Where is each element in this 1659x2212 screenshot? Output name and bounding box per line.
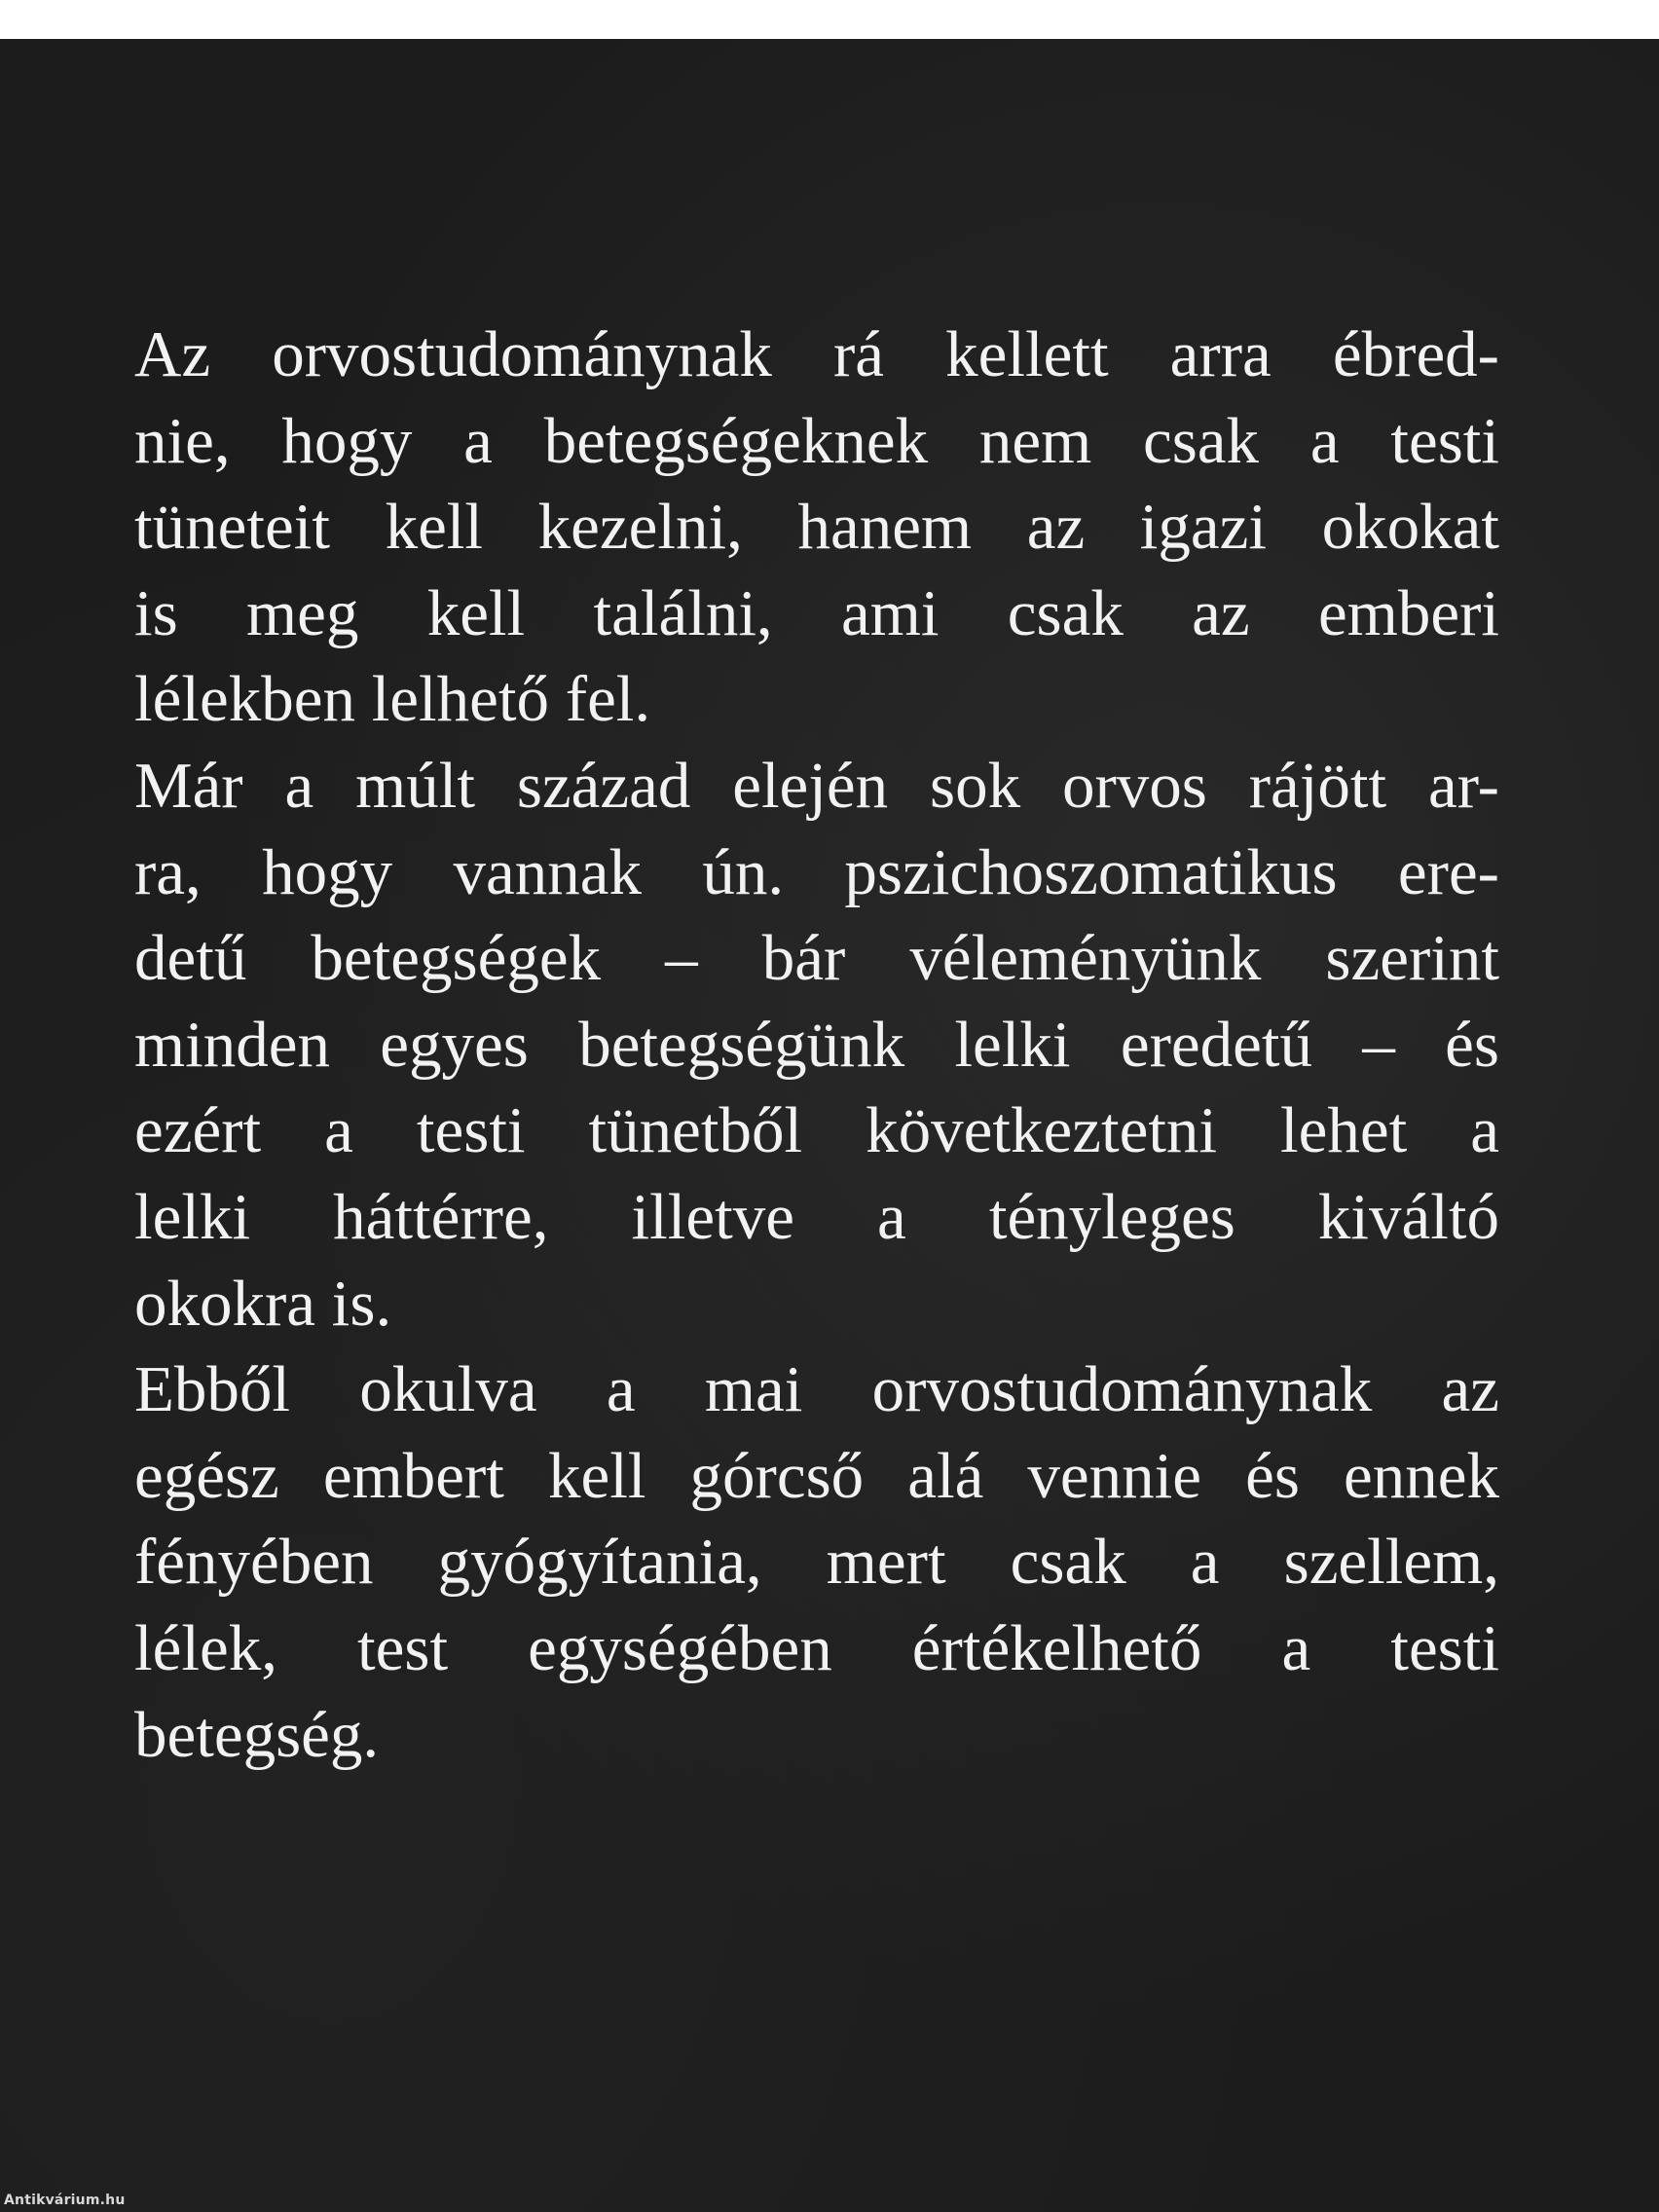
text-line: ezért a testi tünetből következtetni lehet a xyxy=(134,1094,1499,1167)
paragraph-2 xyxy=(134,743,1499,1346)
text-line: ra, hogy vannak ún. pszichoszomatikus ere- xyxy=(134,835,1499,908)
paragraph-3 xyxy=(134,1346,1499,1778)
text-line: Ebből okulva a mai orvostudománynak az xyxy=(134,1353,1499,1426)
blurb-text xyxy=(134,312,1499,1778)
text-line: Már a múlt század elején sok orvos rájött ar- xyxy=(134,749,1499,822)
text-line: is meg kell találni, ami csak az emberi xyxy=(134,576,1499,649)
text-line: egész embert kell górcső alá vennie és ennek xyxy=(134,1439,1499,1512)
text-line: nie, hogy a betegségeknek nem csak a testi xyxy=(134,404,1499,477)
text-line: lelki háttérre, illetve a tényleges kiváltó xyxy=(134,1180,1499,1253)
paragraph-1 xyxy=(134,312,1499,743)
text-line: lélekben lelhető fel. xyxy=(134,663,651,736)
text-line: okokra is. xyxy=(134,1267,392,1340)
text-line: betegség. xyxy=(134,1698,380,1771)
text-line: tüneteit kell kezelni, hanem az igazi okokat xyxy=(134,491,1499,564)
text-line: lélek, test egységében értékelhető a testi xyxy=(134,1611,1499,1684)
book-back-cover xyxy=(0,39,1659,2212)
text-line: detű betegségek – bár véleményünk szerint xyxy=(134,922,1499,995)
text-line: fényében gyógyítania, mert csak a szellem, xyxy=(134,1526,1499,1599)
watermark-text: Antikvárium.hu xyxy=(4,2193,126,2208)
text-line: minden egyes betegségünk lelki eredetű – és xyxy=(134,1008,1499,1081)
text-line: Az orvostudománynak rá kellett arra ébred- xyxy=(134,318,1499,390)
